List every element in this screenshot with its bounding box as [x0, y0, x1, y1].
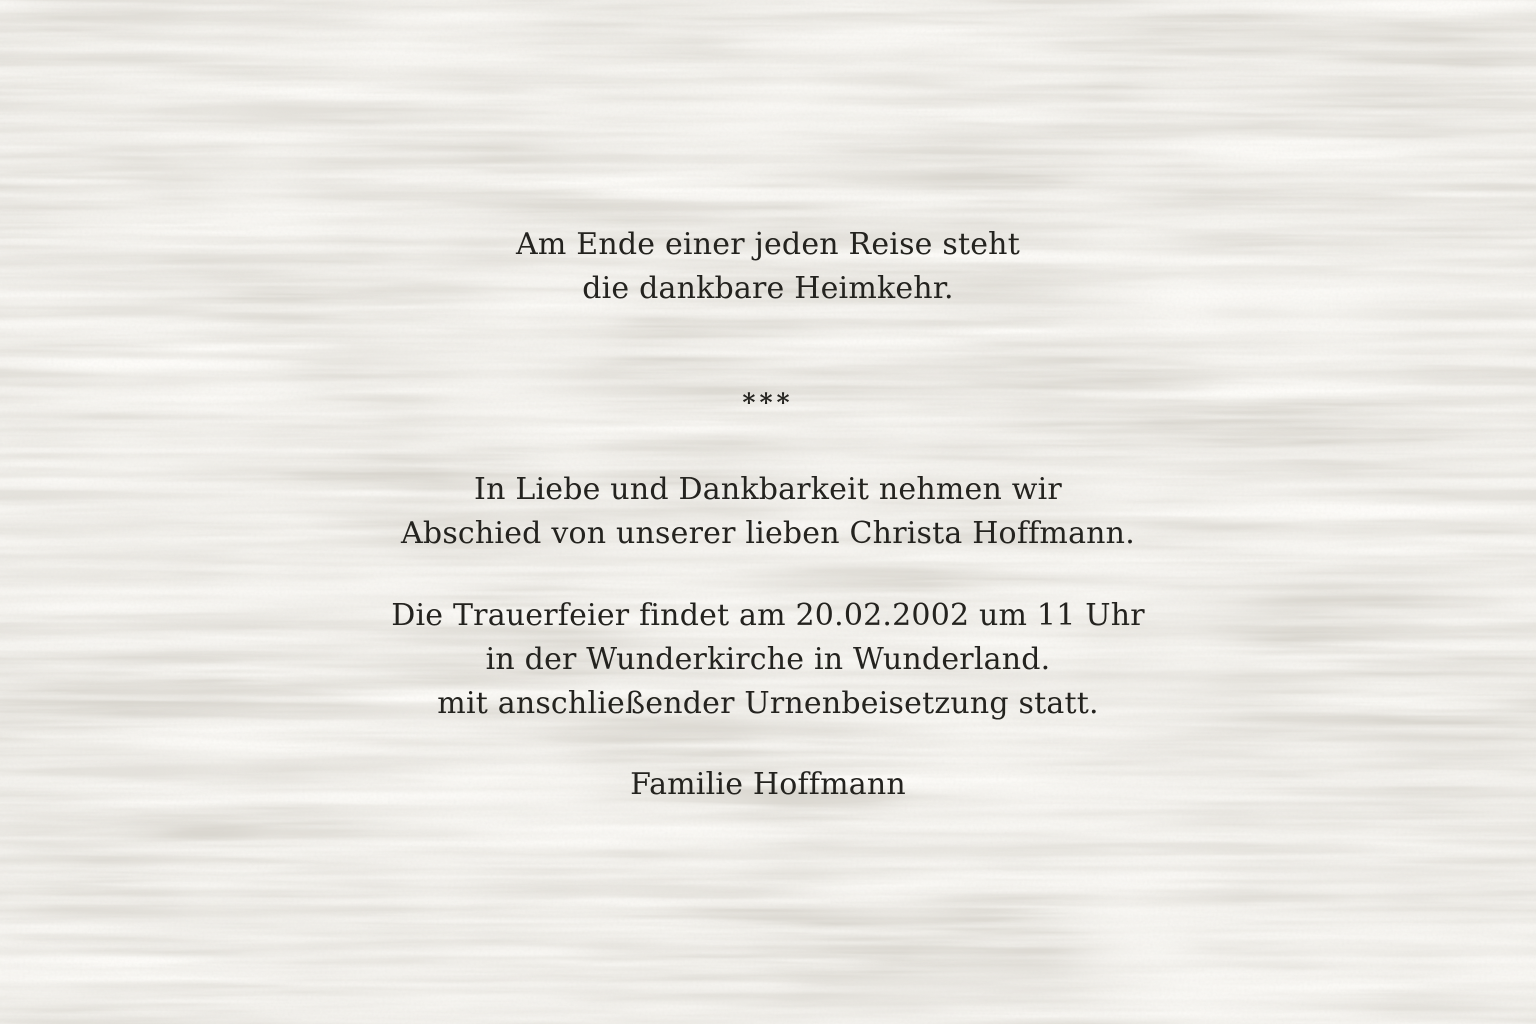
- verse-line-1: Am Ende einer jeden Reise steht: [516, 227, 1020, 262]
- asterisk-divider: ***: [742, 388, 794, 417]
- announcement-line-1: In Liebe und Dankbarkeit nehmen wir: [474, 472, 1062, 507]
- announcement-line-2: Abschied von unserer lieben Christa Hoffmann.: [401, 516, 1135, 551]
- family-signature: Familie Hoffmann: [630, 767, 906, 802]
- ceremony-line-3: mit anschließender Urnenbeisetzung statt.: [437, 686, 1099, 721]
- verse-line-2: die dankbare Heimkehr.: [582, 271, 954, 306]
- opening-verse: [0, 223, 1536, 311]
- ceremony-details: [0, 594, 1536, 726]
- ceremony-line-2: in der Wunderkirche in Wunderland.: [485, 642, 1051, 677]
- farewell-announcement: [0, 468, 1536, 556]
- ceremony-line-1: Die Trauerfeier findet am 20.02.2002 um 11 Uhr: [391, 598, 1145, 633]
